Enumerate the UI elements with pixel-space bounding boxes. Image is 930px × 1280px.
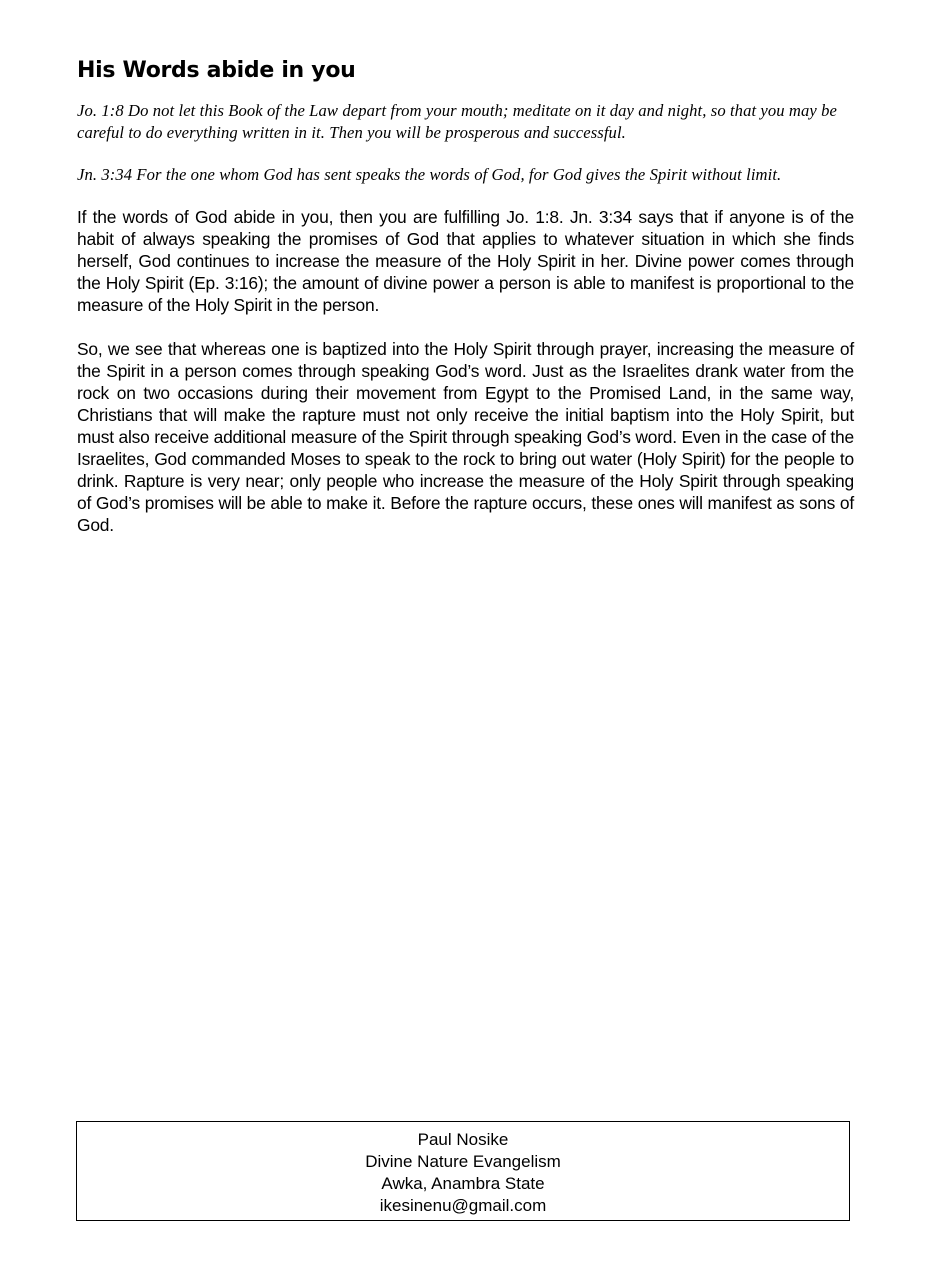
contact-box [76, 1121, 850, 1221]
body-paragraph: So, we see that whereas one is baptized into the Holy Spirit through prayer, increasing the measure of the Spirit in a person comes through speaking God’s word. Just as the Israelites drank water from the rock on two occasions during their movement from Egypt to the Promised Land, in the same way, Christians that will make the rapture must not only receive the initial baptism into the Holy Spirit, but must also receive additional measure of the Spirit through speaking God’s word. Even in the case of the Israelites, God commanded Moses to speak to the rock to bring out water (Holy Spirit) for the people to drink. Rapture is very near; only people who increase the measure of the Holy Spirit through speaking of God’s promises will be able to make it. Before the rapture occurs, these ones will manifest as sons of God. [77, 339, 854, 535]
document-page [77, 56, 854, 558]
scripture-verse-joshua: Jo. 1:8 Do not let this Book of the Law depart from your mouth; meditate on it day and night, so that you may be careful to do everything written in it. Then you will be prosperous and successful. [77, 101, 837, 142]
body-paragraph: If the words of God abide in you, then you are fulfilling Jo. 1:8. Jn. 3:34 says that if anyone is of the habit of always speaking the promises of God that applies to whatever situation in which she finds herself, God continues to increase the measure of the Holy Spirit in her. Divine power comes through the Holy Spirit (Ep. 3:16); the amount of divine power a person is able to manifest is proportional to the measure of the Holy Spirit in the person. [77, 207, 854, 315]
author-name: Paul Nosike [417, 1130, 509, 1149]
email-address: ikesinenu@gmail.com [379, 1196, 547, 1215]
page-title: His Words abide in you [77, 58, 356, 83]
organization-name: Divine Nature Evangelism [365, 1152, 561, 1171]
scripture-verse-john: Jn. 3:34 For the one whom God has sent speaks the words of God, for God gives the Spirit without limit. [77, 165, 782, 184]
location-text: Awka, Anambra State [381, 1174, 545, 1193]
